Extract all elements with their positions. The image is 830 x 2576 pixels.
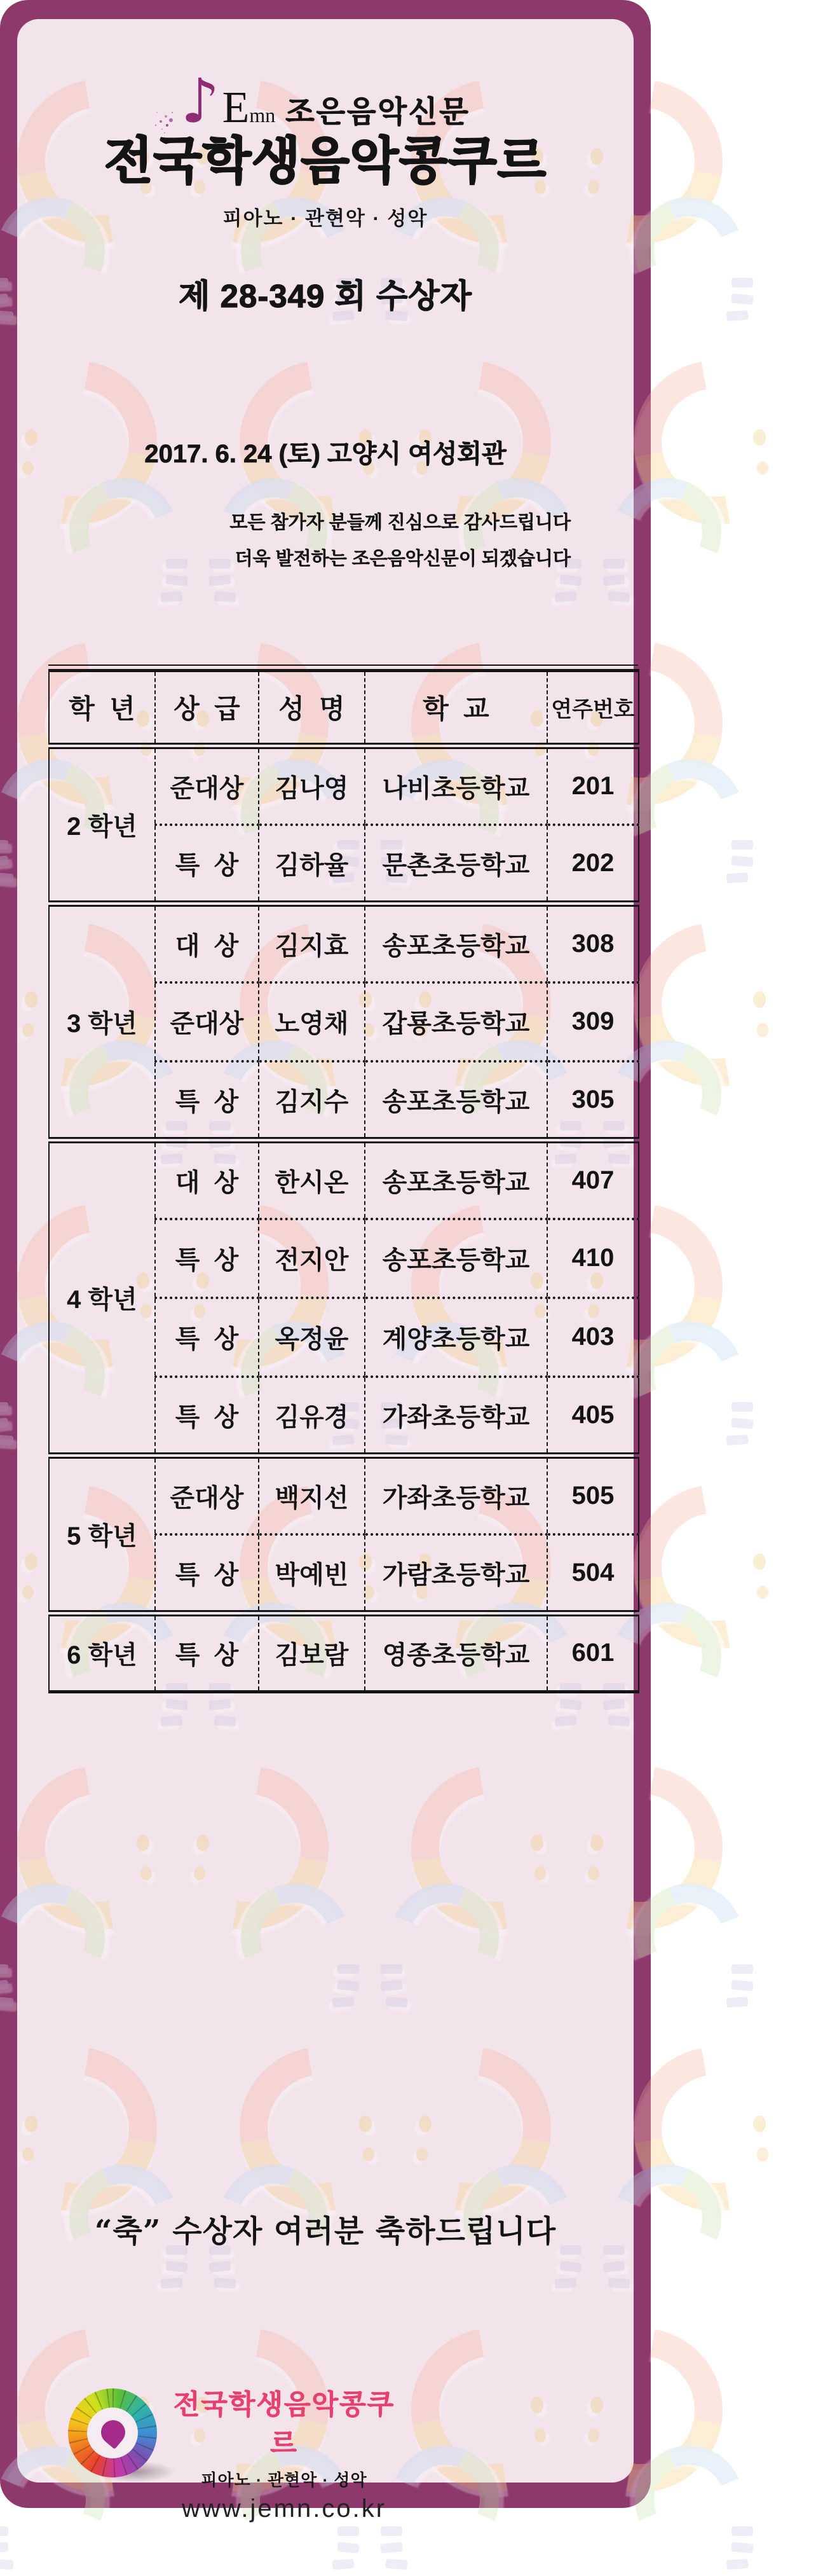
column-header-3: 학 교 [365,671,547,746]
name-cell: 김지효 [259,904,365,982]
newspaper-name: 조은음악신문 [285,95,470,128]
award-cell: 준대상 [155,1456,259,1534]
name-cell: 김나영 [259,746,365,825]
table-header [49,671,639,746]
eighth-note-icon: ♪ [180,74,219,128]
name-cell: 전지안 [259,1219,365,1298]
school-cell: 가좌초등학교 [365,1456,547,1534]
school-cell: 나비초등학교 [365,746,547,825]
footer-category-subtitle: 피아노 · 관현악 · 성악 [201,2470,367,2490]
number-cell: 305 [547,1061,639,1140]
award-cell: 특 상 [155,1377,259,1456]
school-cell: 송포초등학교 [365,1219,547,1298]
table-row [49,746,639,825]
number-cell: 410 [547,1219,639,1298]
award-cell: 특 상 [155,1061,259,1140]
award-cell: 특 상 [155,1613,259,1692]
number-cell: 202 [547,825,639,904]
school-cell: 송포초등학교 [365,904,547,982]
number-cell: 309 [547,982,639,1061]
congrats-message: “축” 수상자 여러분 축하드립니다 [94,2214,557,2249]
award-cell: 특 상 [155,825,259,904]
column-header-0: 학 년 [49,671,155,746]
winners-table [48,669,639,1693]
number-cell: 201 [547,746,639,825]
name-cell: 김지수 [259,1061,365,1140]
name-cell: 옥정윤 [259,1298,365,1377]
award-cell: 특 상 [155,1219,259,1298]
grade-cell: 6 학년 [49,1613,155,1692]
thanks-line-1: 모든 참가자 분들께 진심으로 감사드립니다 [229,513,571,533]
thanks-line-2: 더욱 발전하는 조은음악신문이 되겠습니다 [235,549,571,569]
grade-cell: 2 학년 [49,746,155,904]
school-cell: 계양초등학교 [365,1298,547,1377]
name-cell: 백지선 [259,1456,365,1534]
table-row [49,1613,639,1692]
school-cell: 문촌초등학교 [365,825,547,904]
table-row [49,1140,639,1219]
logo-letter-e: E [222,83,250,132]
school-cell: 영종초등학교 [365,1613,547,1692]
event-date-venue: 2017. 6. 24 (토) 고양시 여성회관 [144,440,507,468]
table-header-row [49,671,639,746]
grade-cell: 4 학년 [49,1140,155,1456]
award-cell: 준대상 [155,746,259,825]
school-cell: 갑룡초등학교 [365,982,547,1061]
note-speckles [169,118,173,122]
award-cell: 대 상 [155,1140,259,1219]
newspaper-logo [17,65,634,137]
table-body [49,746,639,1692]
thanks-message [230,505,571,577]
number-cell: 308 [547,904,639,982]
footer-brand-name: 전국학생음악콩쿠르 [173,2390,395,2459]
number-cell: 504 [547,1534,639,1613]
table-row [49,1456,639,1534]
number-cell: 403 [547,1298,639,1377]
school-cell: 가좌초등학교 [365,1377,547,1456]
winners-table-wrap [48,669,638,1693]
name-cell: 노영채 [259,982,365,1061]
competition-title: 전국학생음악콩쿠르 [104,132,547,189]
grade-cell: 5 학년 [49,1456,155,1613]
spiral-core [96,2415,130,2449]
number-cell: 505 [547,1456,639,1534]
name-cell: 김유경 [259,1377,365,1456]
round-winners-title: 제 28-349 회 수상자 [179,278,472,314]
footer-text [160,2383,408,2523]
category-subtitle: 피아노 · 관현악 · 성악 [222,207,428,230]
school-cell: 가람초등학교 [365,1534,547,1613]
piano-spiral-logo [68,2388,157,2477]
logo-letters-mn: mn [249,104,276,127]
column-header-1: 상 급 [155,671,259,746]
number-cell: 405 [547,1377,639,1456]
number-cell: 407 [547,1140,639,1219]
grade-cell: 3 학년 [49,904,155,1140]
school-cell: 송포초등학교 [365,1140,547,1219]
name-cell: 김보람 [259,1613,365,1692]
table-row [49,904,639,982]
school-cell: 송포초등학교 [365,1061,547,1140]
award-cell: 특 상 [155,1298,259,1377]
footer-brand-block [17,2380,634,2523]
column-header-4: 연주번호 [547,671,639,746]
poster-content [17,19,635,2523]
name-cell: 박예빈 [259,1534,365,1613]
footer-website-url: www.jemn.co.kr [181,2495,387,2523]
column-header-2: 성 명 [259,671,365,746]
name-cell: 김하율 [259,825,365,904]
name-cell: 한시온 [259,1140,365,1219]
inner-panel [17,19,635,2523]
award-cell: 대 상 [155,904,259,982]
award-cell: 특 상 [155,1534,259,1613]
number-cell: 601 [547,1613,639,1692]
award-cell: 준대상 [155,982,259,1061]
